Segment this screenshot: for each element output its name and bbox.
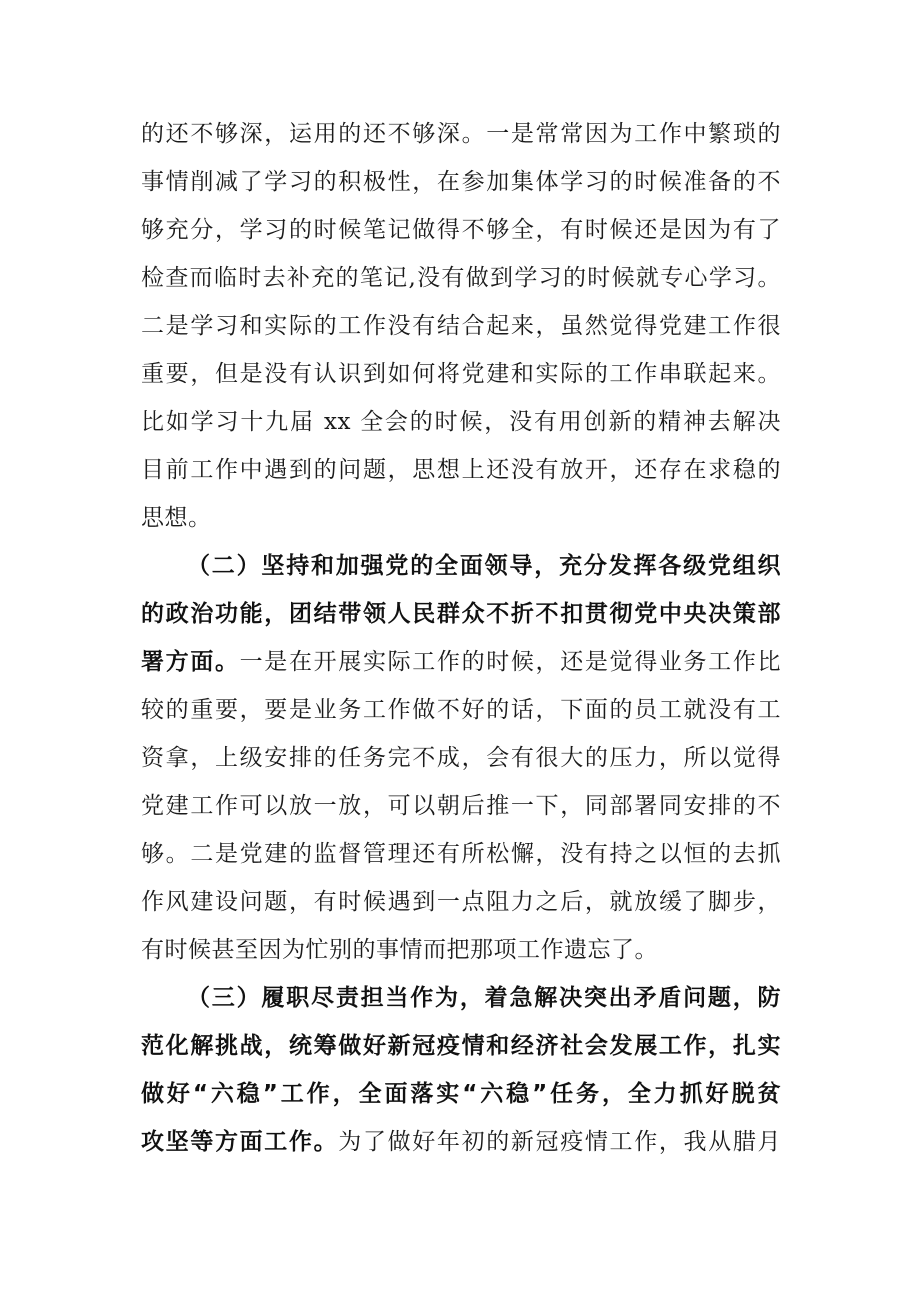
text-line: 够充分，学习的时候笔记做得不够全，有时候还是因为有了 — [141, 217, 781, 243]
paragraph-3 — [141, 974, 781, 1166]
text-line: 比如学习十九届 xx 全会的时候，没有用创新的精神去解决 — [141, 409, 781, 435]
section-heading-line: （二）坚持和加强党的全面领导，充分发挥各级党组织 — [187, 553, 781, 579]
mixed-line — [141, 1118, 781, 1166]
text-line: 作风建设问题，有时候遇到一点阻力之后，就放缓了脚步， — [141, 889, 781, 915]
text-line: 党建工作可以放一放，可以朝后推一下，同部署同安排的不 — [141, 793, 781, 819]
text-line: 够。二是党建的监督管理还有所松懈，没有持之以恒的去抓 — [141, 841, 781, 867]
section-heading-tail: 攻坚等方面工作。 — [141, 1129, 339, 1155]
text-line: 检查而临时去补充的笔记,没有做到学习的时候就专心学习。 — [141, 265, 781, 291]
mixed-line — [141, 638, 781, 686]
text-line: 事情削减了学习的积极性，在参加集体学习的时候准备的不 — [141, 169, 781, 195]
text-line: 思想。 — [141, 505, 212, 531]
text-line: 的还不够深，运用的还不够深。一是常常因为工作中繁琐的 — [141, 121, 781, 147]
section-heading-line: 的政治功能，团结带领人民群众不折不扣贯彻党中央决策部 — [141, 601, 781, 627]
text-line: 有时候甚至因为忙别的事情而把那项工作遗忘了。 — [141, 937, 658, 963]
paragraph-1 — [141, 110, 781, 542]
paragraph-2 — [141, 542, 781, 974]
section-heading-line: 范化解挑战，统筹做好新冠疫情和经济社会发展工作，扎实 — [141, 1033, 781, 1059]
text-line: 二是学习和实际的工作没有结合起来，虽然觉得党建工作很 — [141, 313, 781, 339]
text-line: 重要，但是没有认识到如何将党建和实际的工作串联起来。 — [141, 361, 781, 387]
text-line: 资拿，上级安排的任务完不成，会有很大的压力，所以觉得 — [141, 745, 781, 771]
text-run: 为了做好年初的新冠疫情工作，我从腊月 — [338, 1129, 782, 1155]
text-line: 较的重要，要是业务工作做不好的话，下面的员工就没有工 — [141, 697, 781, 723]
text-line: 目前工作中遇到的问题，思想上还没有放开，还存在求稳的 — [141, 457, 781, 483]
section-heading-line: （三）履职尽责担当作为，着急解决突出矛盾问题，防 — [187, 985, 781, 1011]
section-heading-line: 做好“六稳”工作，全面落实“六稳”任务，全力抓好脱贫 — [141, 1081, 781, 1107]
section-heading-tail: 署方面。 — [141, 649, 240, 675]
document-body — [141, 110, 781, 1166]
text-run: 一是在开展实际工作的时候，还是觉得业务工作比 — [239, 649, 782, 675]
